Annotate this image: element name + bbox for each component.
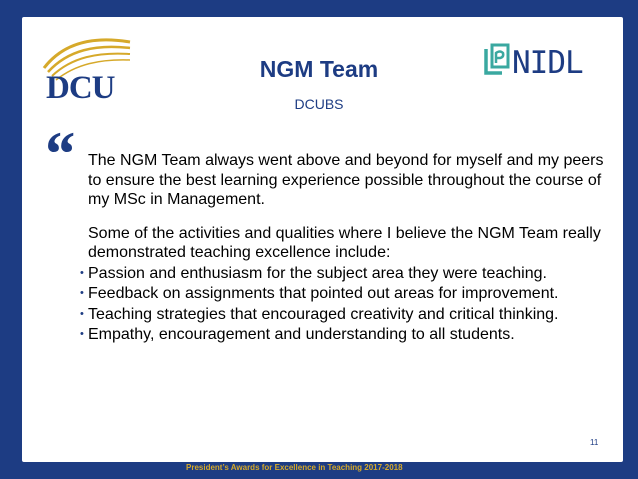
- bullet-text: Empathy, encouragement and understanding to all students.: [88, 326, 515, 343]
- dcu-logo: DCU: [46, 70, 115, 106]
- bullet-text: Passion and enthusiasm for the subject area they were teaching.: [88, 264, 547, 282]
- page-number: 11: [590, 438, 599, 447]
- list-item: [80, 264, 608, 284]
- footer-text: President’s Awards for Excellence in Teaching 2017-2018: [186, 463, 403, 472]
- bullet-icon: •: [80, 307, 84, 320]
- list-item: [80, 325, 608, 345]
- quote-paragraph-1: The NGM Team always went above and beyond for myself and my peers to ensure the best learning experience possible throughout the course of my MSc in Management.: [88, 152, 604, 208]
- bullet-icon: •: [80, 328, 84, 340]
- quote-icon: “: [42, 118, 74, 189]
- slide-subtitle: DCUBS: [294, 96, 344, 112]
- bullet-list: [80, 264, 608, 345]
- nidl-logo: NIDL: [512, 45, 583, 81]
- bullet-text: Teaching strategies that encouraged creativity and critical thinking.: [88, 305, 559, 323]
- bullet-icon: •: [80, 287, 84, 299]
- quote-paragraph-2: Some of the activities and qualities where I believe the NGM Team really demonstrated teaching excellence include:: [88, 224, 601, 261]
- bullet-icon: •: [80, 266, 84, 279]
- quote-body: [80, 151, 608, 345]
- list-item: [80, 305, 608, 325]
- slide-title: NGM Team: [259, 56, 379, 82]
- bullet-text: Feedback on assignments that pointed out areas for improvement.: [88, 285, 559, 302]
- list-item: [80, 284, 608, 304]
